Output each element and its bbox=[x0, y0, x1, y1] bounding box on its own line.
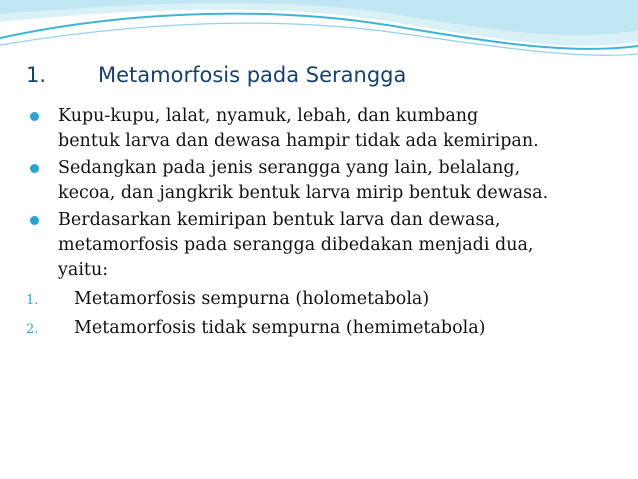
bullet-dot-icon bbox=[30, 164, 39, 173]
title-text: Metamorfosis pada Serangga bbox=[98, 63, 407, 87]
title-number: 1. bbox=[26, 63, 47, 87]
bullet-dot-icon bbox=[30, 216, 39, 225]
bullet-dot-icon bbox=[30, 112, 39, 121]
bullet-line: bentuk larva dan dewasa hampir tidak ada kemiripan. bbox=[58, 131, 539, 151]
header-wave-decoration bbox=[0, 0, 638, 60]
numbered-item bbox=[26, 287, 626, 312]
bullet-line: metamorfosis pada serangga dibedakan menjadi dua, bbox=[58, 235, 534, 255]
slide-title bbox=[26, 60, 406, 90]
slide-content bbox=[26, 104, 626, 341]
bullet-line: kecoa, dan jangkrik bentuk larva mirip bentuk dewasa. bbox=[58, 183, 549, 203]
number-marker: 1. bbox=[26, 293, 39, 308]
bullet-line: Berdasarkan kemiripan bentuk larva dan dewasa, bbox=[58, 210, 501, 230]
bullet-line: yaitu: bbox=[58, 260, 109, 280]
bullet-line: Kupu-kupu, lalat, nyamuk, lebah, dan kumbang bbox=[58, 106, 479, 126]
numbered-item bbox=[26, 316, 626, 341]
numbered-item-text: Metamorfosis tidak sempurna (hemimetabola) bbox=[74, 318, 486, 338]
bullet-item bbox=[26, 156, 626, 206]
bullet-item bbox=[26, 104, 626, 154]
numbered-item-text: Metamorfosis sempurna (holometabola) bbox=[74, 289, 430, 309]
bullet-line: Sedangkan pada jenis serangga yang lain, belalang, bbox=[58, 158, 521, 178]
bullet-item bbox=[26, 208, 626, 283]
number-marker: 2. bbox=[26, 322, 39, 337]
